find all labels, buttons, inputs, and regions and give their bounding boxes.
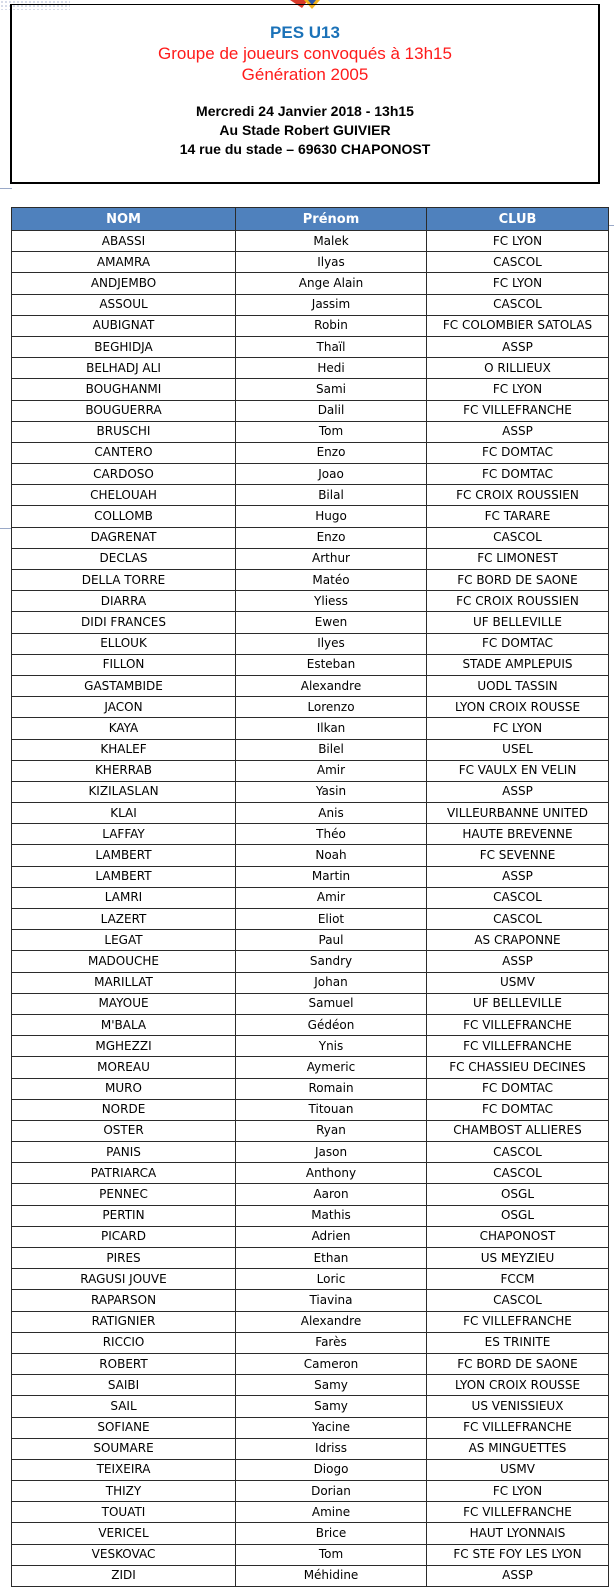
table-row bbox=[12, 527, 609, 548]
cell-nom: MURO bbox=[12, 1078, 236, 1099]
cell-nom: VESKOVAC bbox=[12, 1544, 236, 1565]
table-row bbox=[12, 845, 609, 866]
cell-nom: MAYOUE bbox=[12, 993, 236, 1014]
cell-prenom: Amir bbox=[236, 760, 427, 781]
subtitle-group: Groupe de joueurs convoqués à 13h15 bbox=[158, 44, 452, 63]
cell-prenom: Yacine bbox=[236, 1417, 427, 1438]
cell-prenom: Adrien bbox=[236, 1226, 427, 1247]
cell-prenom: Cameron bbox=[236, 1353, 427, 1374]
table-row bbox=[12, 739, 609, 760]
cell-prenom: Tom bbox=[236, 421, 427, 442]
cell-nom: DELLA TORRE bbox=[12, 570, 236, 591]
cell-club: FC DOMTAC bbox=[427, 1099, 609, 1120]
cell-prenom: Robin bbox=[236, 315, 427, 336]
cell-club: CHAMBOST ALLIERES bbox=[427, 1120, 609, 1141]
table-row bbox=[12, 1163, 609, 1184]
cell-nom: NORDE bbox=[12, 1099, 236, 1120]
cell-club: CASCOL bbox=[427, 887, 609, 908]
cell-nom: SOFIANE bbox=[12, 1417, 236, 1438]
table-row bbox=[12, 824, 609, 845]
cell-nom: TEIXEIRA bbox=[12, 1459, 236, 1480]
cell-club: AS CRAPONNE bbox=[427, 930, 609, 951]
cell-prenom: Paul bbox=[236, 930, 427, 951]
cell-nom: LAMRI bbox=[12, 887, 236, 908]
cell-prenom: Anis bbox=[236, 803, 427, 824]
table-row bbox=[12, 1205, 609, 1226]
cell-prenom: Enzo bbox=[236, 442, 427, 463]
cell-prenom: Malek bbox=[236, 231, 427, 252]
cell-club: CASCOL bbox=[427, 294, 609, 315]
cell-club: FC CROIX ROUSSIEN bbox=[427, 485, 609, 506]
cell-club: FC BORD DE SAONE bbox=[427, 570, 609, 591]
cell-prenom: Hedi bbox=[236, 358, 427, 379]
cell-club: FC VILLEFRANCHE bbox=[427, 1311, 609, 1332]
cell-club: CASCOL bbox=[427, 1163, 609, 1184]
cell-club: HAUTE BREVENNE bbox=[427, 824, 609, 845]
cell-prenom: Ewen bbox=[236, 612, 427, 633]
cell-prenom: Noah bbox=[236, 845, 427, 866]
cell-prenom: Eliot bbox=[236, 909, 427, 930]
cell-nom: KHERRAB bbox=[12, 760, 236, 781]
table-row bbox=[12, 697, 609, 718]
table-row bbox=[12, 1332, 609, 1353]
cell-club: US VENISSIEUX bbox=[427, 1396, 609, 1417]
table-row bbox=[12, 612, 609, 633]
cell-nom: LEGAT bbox=[12, 930, 236, 951]
cell-club: FC DOMTAC bbox=[427, 633, 609, 654]
cell-club: USEL bbox=[427, 739, 609, 760]
cell-prenom: Ilyas bbox=[236, 252, 427, 273]
cell-club: FC VILLEFRANCHE bbox=[427, 1502, 609, 1523]
cell-nom: VERICEL bbox=[12, 1523, 236, 1544]
cell-club: FC LYON bbox=[427, 379, 609, 400]
cell-club: FC BORD DE SAONE bbox=[427, 1353, 609, 1374]
cell-club: ASSP bbox=[427, 951, 609, 972]
cell-club: VILLEURBANNE UNITED bbox=[427, 803, 609, 824]
table-row bbox=[12, 1036, 609, 1057]
table-row bbox=[12, 633, 609, 654]
table-row bbox=[12, 930, 609, 951]
cell-club: CASCOL bbox=[427, 1290, 609, 1311]
cell-nom: M'BALA bbox=[12, 1014, 236, 1035]
cell-prenom: Bilal bbox=[236, 485, 427, 506]
cell-nom: KLAI bbox=[12, 803, 236, 824]
cell-nom: THIZY bbox=[12, 1481, 236, 1502]
table-row bbox=[12, 993, 609, 1014]
cell-club: FC SEVENNE bbox=[427, 845, 609, 866]
cell-club: FC CHASSIEU DECINES bbox=[427, 1057, 609, 1078]
cell-nom: LAMBERT bbox=[12, 866, 236, 887]
table-row bbox=[12, 1120, 609, 1141]
cell-club: FC DOMTAC bbox=[427, 442, 609, 463]
cell-club: O RILLIEUX bbox=[427, 358, 609, 379]
cell-club: FC VAULX EN VELIN bbox=[427, 760, 609, 781]
table-row bbox=[12, 294, 609, 315]
cell-prenom: Ange Alain bbox=[236, 273, 427, 294]
table-row bbox=[12, 1438, 609, 1459]
cell-club: FC LYON bbox=[427, 718, 609, 739]
cell-nom: BRUSCHI bbox=[12, 421, 236, 442]
table-row bbox=[12, 1544, 609, 1565]
table-row bbox=[12, 336, 609, 357]
cell-club: FC CROIX ROUSSIEN bbox=[427, 591, 609, 612]
cell-prenom: Gédéon bbox=[236, 1014, 427, 1035]
cell-nom: JACON bbox=[12, 697, 236, 718]
cell-club: FC DOMTAC bbox=[427, 464, 609, 485]
table-row bbox=[12, 379, 609, 400]
cell-club: FC TARARE bbox=[427, 506, 609, 527]
table-row bbox=[12, 1481, 609, 1502]
cell-club: USMV bbox=[427, 972, 609, 993]
table-row bbox=[12, 591, 609, 612]
cell-nom: PATRIARCA bbox=[12, 1163, 236, 1184]
table-row bbox=[12, 315, 609, 336]
cell-nom: SOUMARE bbox=[12, 1438, 236, 1459]
cell-nom: ABASSI bbox=[12, 231, 236, 252]
cell-club: FCCM bbox=[427, 1269, 609, 1290]
cell-prenom: Samuel bbox=[236, 993, 427, 1014]
table-row bbox=[12, 1417, 609, 1438]
guide-line-left-top bbox=[0, 188, 12, 189]
table-row bbox=[12, 506, 609, 527]
cell-nom: SAIL bbox=[12, 1396, 236, 1417]
cell-nom: DECLAS bbox=[12, 548, 236, 569]
table-row bbox=[12, 1565, 609, 1586]
cell-club: ASSP bbox=[427, 866, 609, 887]
cell-nom: AMAMRA bbox=[12, 252, 236, 273]
cell-prenom: Samy bbox=[236, 1375, 427, 1396]
cell-prenom: Tom bbox=[236, 1544, 427, 1565]
cell-prenom: Ryan bbox=[236, 1120, 427, 1141]
cell-club: FC LYON bbox=[427, 273, 609, 294]
cell-nom: AUBIGNAT bbox=[12, 315, 236, 336]
column-header-nom: NOM bbox=[12, 208, 236, 231]
cell-club: CHAPONOST bbox=[427, 1226, 609, 1247]
table-row bbox=[12, 442, 609, 463]
cell-club: FC VILLEFRANCHE bbox=[427, 400, 609, 421]
cell-prenom: Farès bbox=[236, 1332, 427, 1353]
cell-prenom: Yasin bbox=[236, 781, 427, 802]
cell-prenom: Jassim bbox=[236, 294, 427, 315]
table-row bbox=[12, 464, 609, 485]
cell-nom: RAPARSON bbox=[12, 1290, 236, 1311]
table-row bbox=[12, 1184, 609, 1205]
cell-club: FC VILLEFRANCHE bbox=[427, 1036, 609, 1057]
cell-club: UF BELLEVILLE bbox=[427, 993, 609, 1014]
cell-prenom: Matéo bbox=[236, 570, 427, 591]
page-title: PES U13 bbox=[270, 23, 340, 42]
cell-prenom: Brice bbox=[236, 1523, 427, 1544]
cell-prenom: Joao bbox=[236, 464, 427, 485]
cell-club: FC DOMTAC bbox=[427, 1078, 609, 1099]
cell-nom: CANTERO bbox=[12, 442, 236, 463]
cell-prenom: Amir bbox=[236, 887, 427, 908]
cell-club: FC LYON bbox=[427, 231, 609, 252]
cell-prenom: Tiavina bbox=[236, 1290, 427, 1311]
cell-nom: FILLON bbox=[12, 654, 236, 675]
table-row bbox=[12, 1290, 609, 1311]
table-row bbox=[12, 654, 609, 675]
table-row bbox=[12, 803, 609, 824]
cell-prenom: Ethan bbox=[236, 1248, 427, 1269]
cell-nom: PIRES bbox=[12, 1248, 236, 1269]
table-row bbox=[12, 972, 609, 993]
cell-nom: BEGHIDJA bbox=[12, 336, 236, 357]
cell-nom: RICCIO bbox=[12, 1332, 236, 1353]
table-row bbox=[12, 252, 609, 273]
cell-club: UF BELLEVILLE bbox=[427, 612, 609, 633]
cell-prenom: Sandry bbox=[236, 951, 427, 972]
table-row bbox=[12, 1248, 609, 1269]
cell-prenom: Yliess bbox=[236, 591, 427, 612]
cell-club: ES TRINITE bbox=[427, 1332, 609, 1353]
cell-nom: CARDOSO bbox=[12, 464, 236, 485]
cell-prenom: Amine bbox=[236, 1502, 427, 1523]
cell-club: CASCOL bbox=[427, 909, 609, 930]
table-row bbox=[12, 675, 609, 696]
cell-nom: MADOUCHE bbox=[12, 951, 236, 972]
cell-club: FC VILLEFRANCHE bbox=[427, 1014, 609, 1035]
cell-prenom: Théo bbox=[236, 824, 427, 845]
cell-club: ASSP bbox=[427, 336, 609, 357]
column-header-club: CLUB bbox=[427, 208, 609, 231]
cell-nom: OSTER bbox=[12, 1120, 236, 1141]
cell-nom: RAGUSI JOUVE bbox=[12, 1269, 236, 1290]
table-row bbox=[12, 1396, 609, 1417]
table-row bbox=[12, 421, 609, 442]
table-row bbox=[12, 358, 609, 379]
table-row bbox=[12, 781, 609, 802]
cell-nom: RATIGNIER bbox=[12, 1311, 236, 1332]
cell-nom: ZIDI bbox=[12, 1565, 236, 1586]
cell-prenom: Loric bbox=[236, 1269, 427, 1290]
cell-prenom: Sami bbox=[236, 379, 427, 400]
table-row bbox=[12, 400, 609, 421]
cell-nom: ASSOUL bbox=[12, 294, 236, 315]
cell-club: ASSP bbox=[427, 781, 609, 802]
table-row bbox=[12, 718, 609, 739]
cell-nom: ANDJEMBO bbox=[12, 273, 236, 294]
cell-club: FC LYON bbox=[427, 1481, 609, 1502]
cell-prenom: Aymeric bbox=[236, 1057, 427, 1078]
cell-nom: GASTAMBIDE bbox=[12, 675, 236, 696]
cell-nom: MGHEZZI bbox=[12, 1036, 236, 1057]
cell-prenom: Lorenzo bbox=[236, 697, 427, 718]
cell-club: FC STE FOY LES LYON bbox=[427, 1544, 609, 1565]
cell-club: OSGL bbox=[427, 1184, 609, 1205]
subtitle-generation: Génération 2005 bbox=[241, 65, 369, 84]
address-line: 14 rue du stade – 69630 CHAPONOST bbox=[179, 141, 431, 157]
cell-prenom: Romain bbox=[236, 1078, 427, 1099]
players-table bbox=[11, 207, 609, 1587]
cell-club: HAUT LYONNAIS bbox=[427, 1523, 609, 1544]
cell-prenom: Thaïl bbox=[236, 336, 427, 357]
cell-prenom: Ynis bbox=[236, 1036, 427, 1057]
cell-nom: MARILLAT bbox=[12, 972, 236, 993]
cell-nom: PERTIN bbox=[12, 1205, 236, 1226]
cell-club: USMV bbox=[427, 1459, 609, 1480]
cell-nom: BOUGUERRA bbox=[12, 400, 236, 421]
table-row bbox=[12, 1078, 609, 1099]
cell-prenom: Jason bbox=[236, 1142, 427, 1163]
cell-club: US MEYZIEU bbox=[427, 1248, 609, 1269]
table-row bbox=[12, 1375, 609, 1396]
cell-prenom: Alexandre bbox=[236, 675, 427, 696]
cell-prenom: Bilel bbox=[236, 739, 427, 760]
cell-club: UODL TASSIN bbox=[427, 675, 609, 696]
table-row bbox=[12, 887, 609, 908]
table-row bbox=[12, 1523, 609, 1544]
cell-nom: TOUATI bbox=[12, 1502, 236, 1523]
cell-nom: PICARD bbox=[12, 1226, 236, 1247]
cell-prenom: Samy bbox=[236, 1396, 427, 1417]
cell-nom: PANIS bbox=[12, 1142, 236, 1163]
cell-nom: DAGRENAT bbox=[12, 527, 236, 548]
cell-nom: LAFFAY bbox=[12, 824, 236, 845]
cell-club: LYON CROIX ROUSSE bbox=[427, 697, 609, 718]
table-header-row bbox=[12, 208, 609, 231]
cell-prenom: Enzo bbox=[236, 527, 427, 548]
cell-prenom: Méhidine bbox=[236, 1565, 427, 1586]
table-row bbox=[12, 1014, 609, 1035]
table-row bbox=[12, 1459, 609, 1480]
table-row bbox=[12, 570, 609, 591]
table-row bbox=[12, 548, 609, 569]
cell-nom: DIDI FRANCES bbox=[12, 612, 236, 633]
cell-nom: PENNEC bbox=[12, 1184, 236, 1205]
cell-club: OSGL bbox=[427, 1205, 609, 1226]
cell-nom: KIZILASLAN bbox=[12, 781, 236, 802]
cell-prenom: Aaron bbox=[236, 1184, 427, 1205]
table-row bbox=[12, 909, 609, 930]
cell-prenom: Martin bbox=[236, 866, 427, 887]
cell-nom: MOREAU bbox=[12, 1057, 236, 1078]
cell-prenom: Diogo bbox=[236, 1459, 427, 1480]
cell-prenom: Titouan bbox=[236, 1099, 427, 1120]
cell-prenom: Dalil bbox=[236, 400, 427, 421]
cell-nom: BOUGHANMI bbox=[12, 379, 236, 400]
cell-club: FC VILLEFRANCHE bbox=[427, 1417, 609, 1438]
cell-club: CASCOL bbox=[427, 527, 609, 548]
table-row bbox=[12, 866, 609, 887]
cell-prenom: Mathis bbox=[236, 1205, 427, 1226]
table-row bbox=[12, 273, 609, 294]
venue-line: Au Stade Robert GUIVIER bbox=[219, 122, 391, 138]
cell-prenom: Arthur bbox=[236, 548, 427, 569]
cell-club: STADE AMPLEPUIS bbox=[427, 654, 609, 675]
table-row bbox=[12, 1269, 609, 1290]
cell-prenom: Dorian bbox=[236, 1481, 427, 1502]
table-row bbox=[12, 1057, 609, 1078]
cell-club: CASCOL bbox=[427, 252, 609, 273]
table-row bbox=[12, 1099, 609, 1120]
cell-nom: KAYA bbox=[12, 718, 236, 739]
table-row bbox=[12, 1142, 609, 1163]
cell-prenom: Alexandre bbox=[236, 1311, 427, 1332]
column-header-prenom: Prénom bbox=[236, 208, 427, 231]
cell-nom: ROBERT bbox=[12, 1353, 236, 1374]
cell-nom: LAZERT bbox=[12, 909, 236, 930]
cell-nom: SAIBI bbox=[12, 1375, 236, 1396]
cell-club: CASCOL bbox=[427, 1142, 609, 1163]
cell-club: ASSP bbox=[427, 421, 609, 442]
table-row bbox=[12, 1502, 609, 1523]
cell-prenom: Ilyes bbox=[236, 633, 427, 654]
cell-club: FC COLOMBIER SATOLAS bbox=[427, 315, 609, 336]
cell-prenom: Ilkan bbox=[236, 718, 427, 739]
table-row bbox=[12, 951, 609, 972]
cell-prenom: Anthony bbox=[236, 1163, 427, 1184]
cell-nom: LAMBERT bbox=[12, 845, 236, 866]
cell-club: ASSP bbox=[427, 1565, 609, 1586]
cell-nom: DIARRA bbox=[12, 591, 236, 612]
cell-prenom: Esteban bbox=[236, 654, 427, 675]
table-row bbox=[12, 760, 609, 781]
table-row bbox=[12, 485, 609, 506]
date-line: Mercredi 24 Janvier 2018 - 13h15 bbox=[196, 103, 414, 119]
cell-prenom: Johan bbox=[236, 972, 427, 993]
cell-nom: BELHADJ ALI bbox=[12, 358, 236, 379]
cell-prenom: Idriss bbox=[236, 1438, 427, 1459]
table-row bbox=[12, 1311, 609, 1332]
cell-club: LYON CROIX ROUSSE bbox=[427, 1375, 609, 1396]
table-row bbox=[12, 231, 609, 252]
cell-club: FC LIMONEST bbox=[427, 548, 609, 569]
cell-nom: KHALEF bbox=[12, 739, 236, 760]
cell-prenom: Hugo bbox=[236, 506, 427, 527]
cell-nom: ELLOUK bbox=[12, 633, 236, 654]
header-box bbox=[10, 4, 600, 184]
cell-club: AS MINGUETTES bbox=[427, 1438, 609, 1459]
cell-nom: COLLOMB bbox=[12, 506, 236, 527]
cell-nom: CHELOUAH bbox=[12, 485, 236, 506]
table-row bbox=[12, 1353, 609, 1374]
table-row bbox=[12, 1226, 609, 1247]
